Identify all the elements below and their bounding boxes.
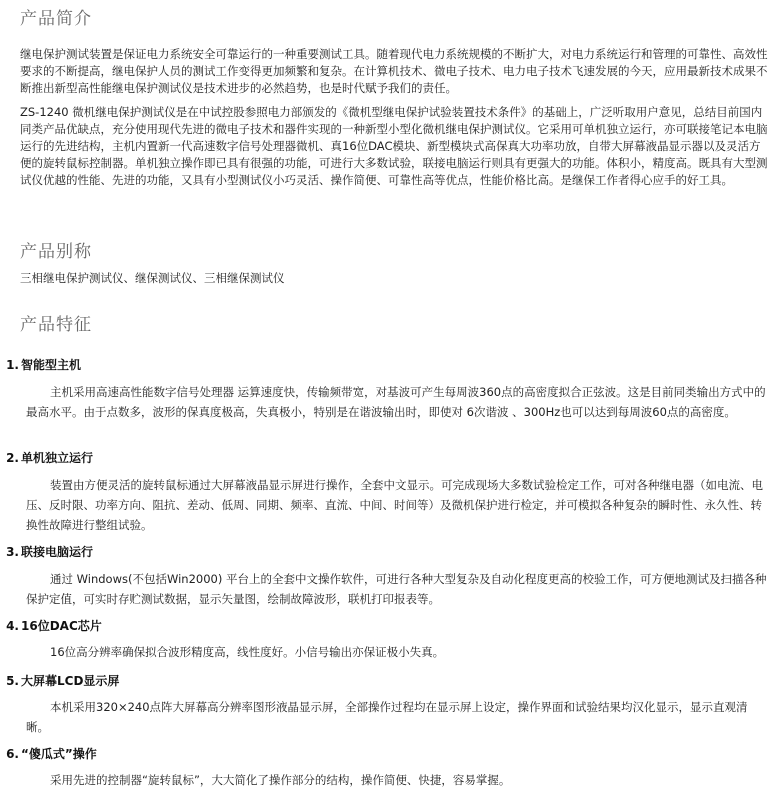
aliases-section-title: 产品别称	[20, 242, 92, 262]
feature-3-title: 联接电脑运行	[21, 545, 94, 559]
feature-4-title: 16位DAC芯片	[21, 619, 102, 633]
feature-4-heading	[3, 617, 102, 634]
feature-2-heading	[3, 449, 93, 466]
feature-6-number: 6.	[6, 747, 19, 761]
intro-section-title: 产品简介	[20, 9, 92, 29]
feature-2-number: 2.	[6, 451, 19, 465]
feature-1-body: 主机采用高速高性能数字信号处理器 运算速度快，传输频带宽，对基波可产生每周波360点的高密度拟合正弦波。这是目前同类输出方式中的最高水平。由于点数多，波形的保真度极高，失真极小，特别是在谐波输出时，即使对 6次谐波 、300Hz也可以达到每周波60点的高密度。	[26, 385, 766, 419]
feature-3-number: 3.	[6, 545, 19, 559]
feature-2-body: 装置由方便灵活的旋转鼠标通过大屏幕液晶显示屏进行操作，全套中文显示。可完成现场大多数试验检定工作，可对各种继电器（如电流、电压、反时限、功率方向、阻抗、差动、低周、同期、频率、直流、中间、时间等）及微机保护进行检定，并可模拟各种复杂的瞬时性、永久性、转换性故障进行整组试验。	[26, 478, 763, 532]
feature-1-title: 智能型主机	[21, 358, 82, 372]
feature-1-heading	[3, 356, 81, 373]
intro-paragraph-1: 继电保护测试装置是保证电力系统安全可靠运行的一种重要测试工具。随着现代电力系统规模的不断扩大，对电力系统运行和管理的可靠性、高效性要求的不断提高，继电保护人员的测试工作变得更加频繁和复杂。在计算机技术、微电子技术、电力电子技术飞速发展的今天，应用最新技术成果不断推出新型高性能继电保护测试仪是技术进步的必然趋势，也是时代赋予我们的责任。	[20, 47, 768, 95]
feature-6-body: 采用先进的控制器“旋转鼠标”，大大简化了操作部分的结构，操作简便、快捷，容易掌握。	[50, 773, 511, 787]
feature-5-number: 5.	[6, 674, 19, 688]
feature-1-number: 1.	[6, 358, 19, 372]
aliases-text: 三相继电保护测试仪、继保测试仪、三相继保测试仪	[20, 271, 285, 285]
feature-4-body: 16位高分辨率确保拟合波形精度高，线性度好。小信号输出亦保证极小失真。	[50, 645, 445, 659]
feature-3-body: 通过 Windows(不包括Win2000) 平台上的全套中文操作软件，可进行各种大型复杂及自动化程度更高的校验工作，可方便地测试及扫描各种保护定值，可实时存贮测试数据，显示矢量图，绘制故障波形，联机打印报表等。	[26, 572, 767, 606]
feature-5-title: 大屏幕LCD显示屏	[21, 674, 120, 688]
feature-6-heading	[3, 745, 97, 762]
feature-5-body: 本机采用320×240点阵大屏幕高分辨率图形液晶显示屏，全部操作过程均在显示屏上设定，操作界面和试验结果均汉化显示，显示直观清晰。	[26, 700, 748, 734]
feature-2-title: 单机独立运行	[21, 451, 94, 465]
features-section-title: 产品特征	[20, 315, 92, 335]
feature-5-heading	[3, 672, 119, 689]
feature-3-heading	[3, 543, 93, 560]
feature-4-number: 4.	[6, 619, 19, 633]
intro-paragraph-2: ZS-1240 微机继电保护测试仪是在中试控股参照电力部颁发的《微机型继电保护试验装置技术条件》的基础上，广泛听取用户意见，总结目前国内同类产品优缺点，充分使用现代先进的微电子技术和器件实现的一种新型小型化微机继电保护测试仪。它采用可单机独立运行，亦可联接笔记本电脑运行的先进结构，主机内置新一代高速数字信号处理器微机、真16位DAC模块、新型模块式高保真大功率功放，自带大屏幕液晶显示器以及灵活方便的旋转鼠标控制器。单机独立操作即已具有很强的功能，可进行大多数试验，联接电脑运行则具有更强大的功能。体积小，精度高。既具有大型测试仪优越的性能、先进的功能，又具有小型测试仪小巧灵活、操作简便、可靠性高等优点，性能价格比高。是继保工作者得心应手的好工具。	[20, 105, 768, 187]
feature-6-title: “傻瓜式”操作	[21, 747, 97, 761]
